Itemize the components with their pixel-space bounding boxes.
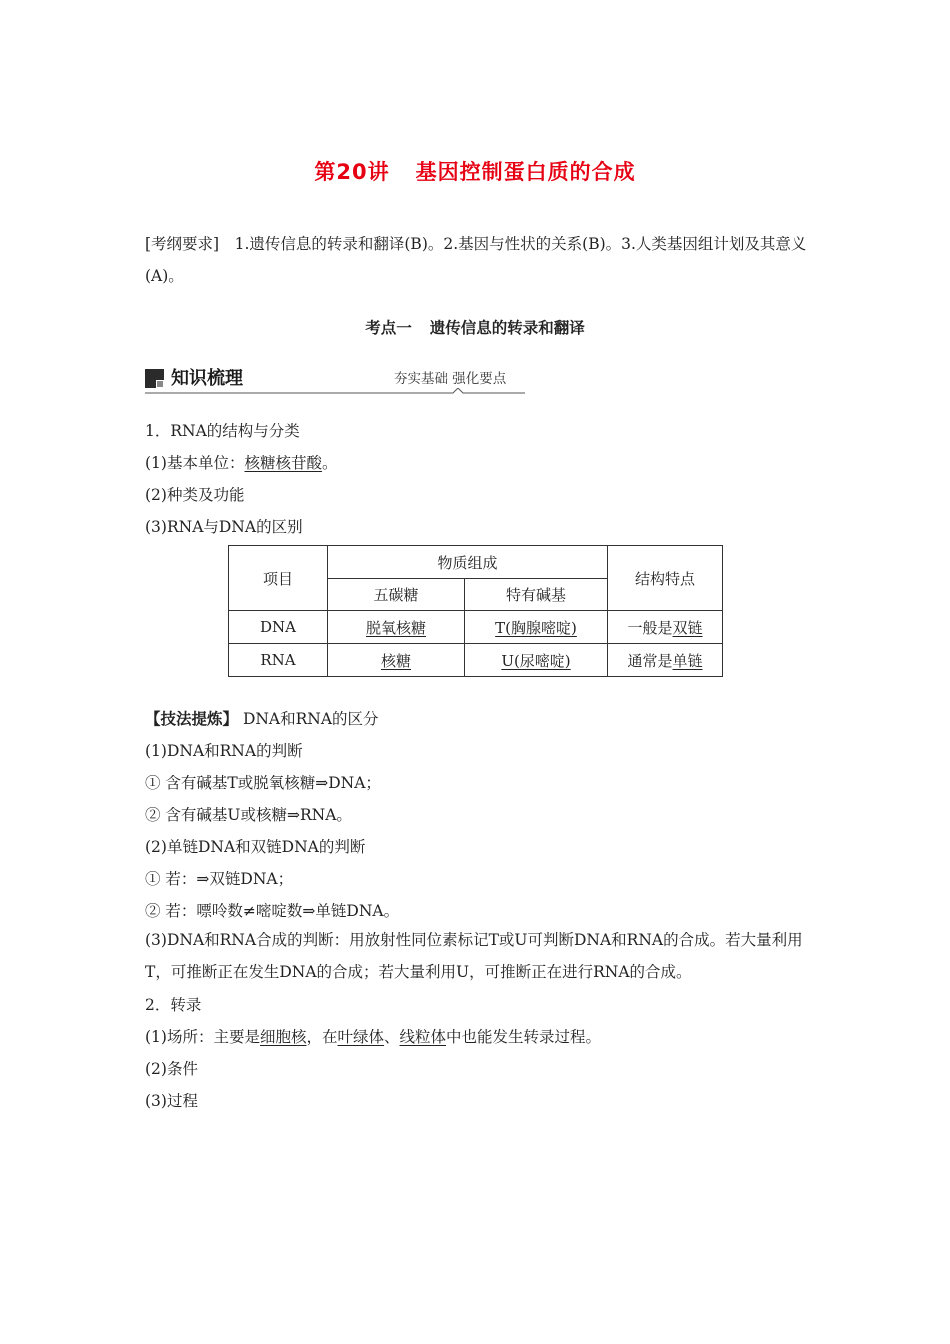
answer-blank: 脱氧核糖	[365, 618, 426, 637]
tips-line: ② 含有碱基U或核糖⇒RNA。	[145, 806, 352, 824]
answer-blank: 单链	[672, 651, 703, 670]
section-topic: 遗传信息的转录和翻译	[429, 319, 585, 337]
rna-heading: 1．RNA的结构与分类	[145, 422, 300, 440]
answer-blank: U(尿嘧啶)	[501, 651, 571, 670]
tips-label: 【技法提炼】	[145, 710, 239, 728]
section-heading	[0, 316, 950, 338]
rna-diff-line: (3)RNA与DNA的区别	[145, 518, 303, 536]
tips-line: (2)单链DNA和双链DNA的判断	[145, 838, 366, 856]
row-name: RNA	[229, 644, 328, 677]
header-sugar: 五碳糖	[328, 579, 465, 611]
exam-requirements: [考纲要求] 1.遗传信息的转录和翻译(B)。2.基因与性状的关系(B)。3.人类基因组计划及其意义(A)。	[145, 235, 807, 285]
rna-unit-line: (1)基本单位：核糖核苷酸。	[145, 454, 338, 472]
answer-blank: 核糖核苷酸	[244, 454, 322, 472]
header-item: 项目	[229, 546, 328, 611]
banner-underline	[145, 388, 525, 398]
lesson-topic: 基因控制蛋白质的合成	[415, 160, 636, 184]
section-number: 考点一	[365, 319, 412, 337]
answer-blank: 线粒体	[399, 1028, 447, 1046]
square-icon	[145, 369, 164, 388]
header-composition: 物质组成	[328, 546, 608, 579]
answer-blank: 双链	[672, 618, 703, 637]
tips-line: ① 含有碱基T或脱氧核糖⇒DNA；	[145, 774, 381, 792]
tips-line: (1)DNA和RNA的判断	[145, 742, 303, 760]
page-title	[0, 156, 950, 186]
tips-heading	[145, 707, 379, 729]
tips-title: DNA和RNA的区分	[238, 710, 379, 728]
header-base: 特有碱基	[465, 579, 608, 611]
transcription-condition-line: (2)条件	[145, 1060, 198, 1078]
banner-title: 知识梳理	[171, 368, 243, 389]
answer-blank: 细胞核	[259, 1028, 307, 1046]
header-structure: 结构特点	[608, 546, 723, 611]
answer-blank: 叶绿体	[337, 1028, 385, 1046]
tips-line: ① 若：⇒双链DNA；	[145, 870, 294, 888]
tips-line: ② 若：嘌呤数≠嘧啶数⇒单链DNA。	[145, 902, 400, 920]
banner-subtitle: 夯实基础 强化要点	[394, 371, 507, 387]
table-row: DNA 脱氧核糖 T(胸腺嘧啶) 一般是双链	[229, 611, 723, 644]
transcription-place-line: (1)场所：主要是细胞核，在叶绿体、线粒体中也能发生转录过程。	[145, 1028, 602, 1046]
row-name: DNA	[229, 611, 328, 644]
lesson-number: 第20讲	[314, 160, 390, 184]
tips-paragraph: (3)DNA和RNA合成的判断：用放射性同位素标记T或U可判断DNA和RNA的合成。若大量利用T，可推断正在发生DNA的合成；若大量利用U，可推断正在进行RNA的合成。	[145, 931, 803, 981]
knowledge-banner	[145, 364, 525, 396]
comparison-table	[228, 545, 723, 677]
table-row: RNA 核糖 U(尿嘧啶) 通常是单链	[229, 644, 723, 677]
transcription-process-line: (3)过程	[145, 1092, 198, 1110]
answer-blank: 核糖	[380, 651, 411, 670]
answer-blank: T(胸腺嘧啶)	[495, 618, 577, 637]
rna-types-line: (2)种类及功能	[145, 486, 245, 504]
transcription-heading: 2．转录	[145, 996, 202, 1014]
